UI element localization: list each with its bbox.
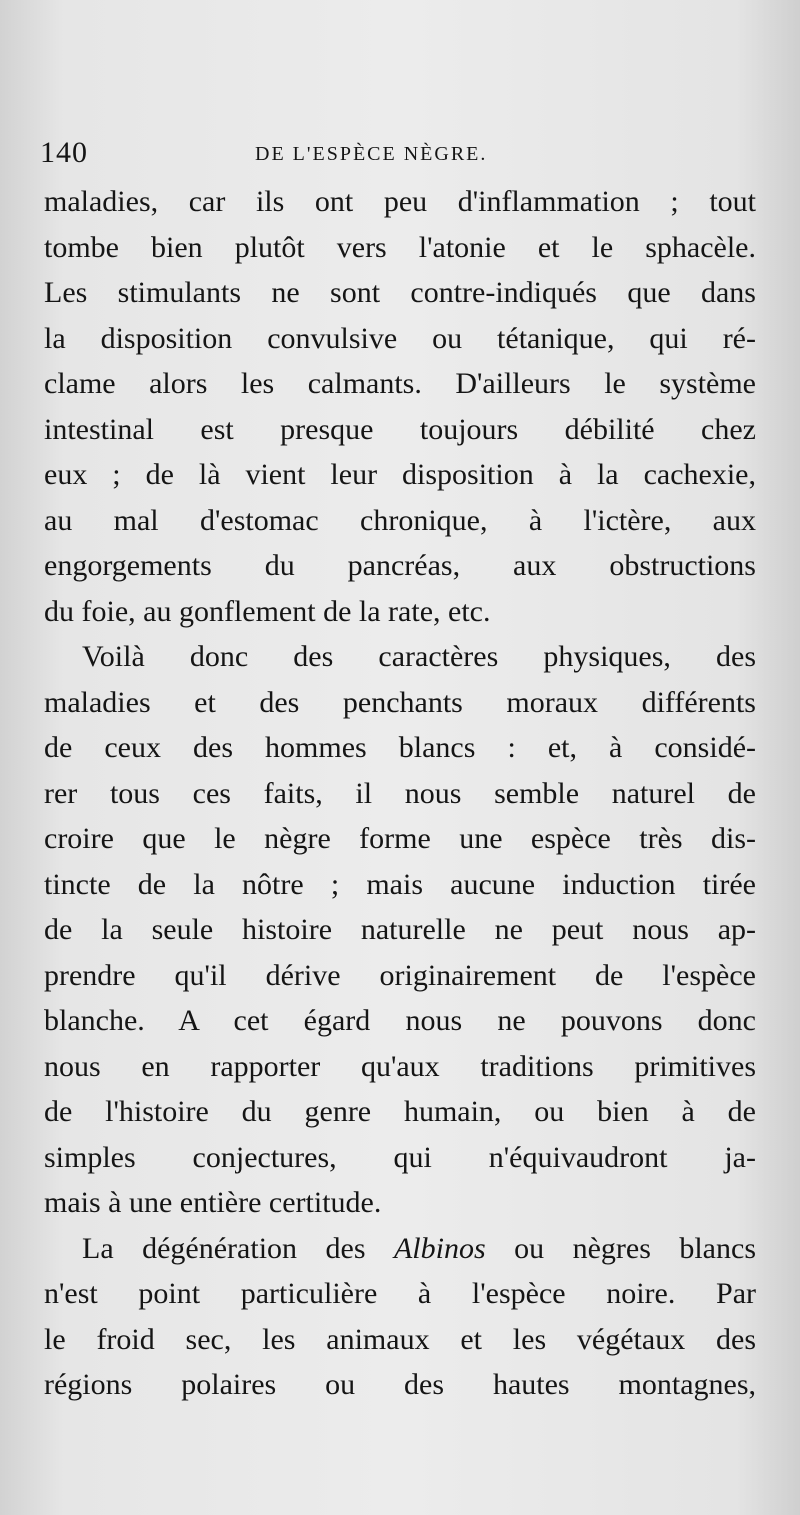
text-line: de la seule histoire naturelle ne peut nous ap- [44, 913, 756, 946]
albinos-italic: Albinos [393, 1231, 486, 1265]
text-line-albinos [44, 1226, 756, 1272]
text-line: blanche. A cet égard nous ne pouvons donc [44, 1004, 756, 1037]
text-line: au mal d'estomac chronique, à l'ictère, aux [44, 503, 756, 537]
text-line: tincte de la nôtre ; mais aucune induction tirée [44, 867, 756, 901]
running-head: DE L'ESPÈCE NÈGRE. [255, 143, 488, 165]
text-line: maladies, car ils ont peu d'inflammation ; tout [44, 185, 756, 218]
text-line: mais à une entière certitude. [44, 1186, 382, 1219]
text-line: clame alors les calmants. D'ailleurs le système [44, 367, 756, 400]
text-line: croire que le nègre forme une espèce très dis- [44, 822, 756, 855]
text-line: de l'histoire du genre humain, ou bien à de [44, 1095, 756, 1128]
text-line: Les stimulants ne sont contre-indiqués que dans [44, 276, 756, 309]
page-header [40, 136, 760, 169]
albinos-before: La dégénération des [82, 1231, 394, 1265]
text-line: nous en rapporter qu'aux traditions primitives [44, 1049, 756, 1083]
page-number: 140 [40, 136, 88, 169]
text-line: de ceux des hommes blancs : et, à considé- [44, 731, 756, 764]
text-line: n'est point particulière à l'espèce noire. Par [44, 1277, 756, 1310]
text-line: simples conjectures, qui n'équivaudront ja- [44, 1140, 756, 1174]
text-line: Voilà donc des caractères physiques, des [82, 640, 756, 673]
text-line: engorgements du pancréas, aux obstructions [44, 549, 756, 582]
body-text [44, 179, 756, 1408]
text-line: maladies et des penchants moraux différents [44, 685, 756, 719]
text-line: la disposition convulsive ou tétanique, qui ré- [44, 321, 756, 355]
text-line: prendre qu'il dérive originairement de l'espèce [44, 958, 756, 992]
text-line: eux ; de là vient leur disposition à la cachexie, [44, 458, 756, 491]
text-line: régions polaires ou des hautes montagnes, [44, 1368, 756, 1401]
text-line: rer tous ces faits, il nous semble naturel de [44, 776, 756, 810]
text-line: tombe bien plutôt vers l'atonie et le sphacèle. [44, 230, 756, 264]
text-line: du foie, au gonflement de la rate, etc. [44, 594, 491, 628]
albinos-after: ou nègres blancs [485, 1231, 756, 1265]
text-line: intestinal est presque toujours débilité chez [44, 412, 756, 446]
text-line: le froid sec, les animaux et les végétaux des [44, 1322, 756, 1356]
